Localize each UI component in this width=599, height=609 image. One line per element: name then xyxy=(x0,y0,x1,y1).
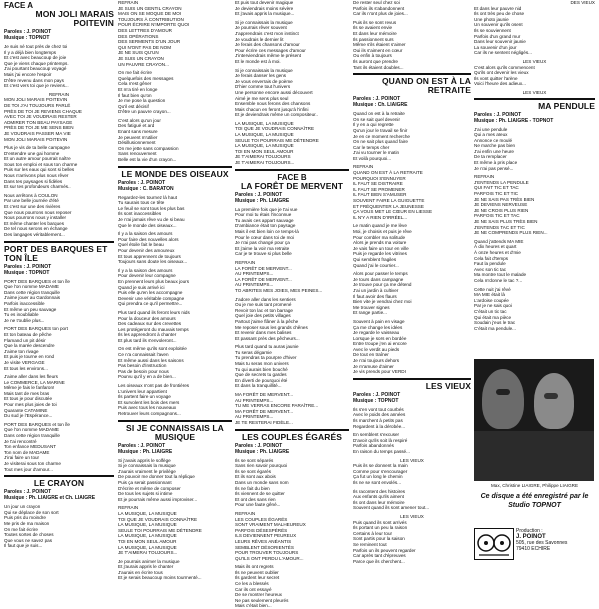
verse: On est même qu'ils sont exploitée Ce n'a connaissait l'aven Et même aussi dans les saisons Pas besoin d'instruction Pas de besoin pour nous Pourvu qu'il y en a de bien... xyxy=(118,346,187,380)
chorus: REFRAIN LES COUPLES ÉGARÉS SONT VRAIMENT MALHEUREUX PARFOIS DÉSESPÉRÉS ILS DEVIENNENT PEUREUX LEURS RÊVES ANÉANTIS SEMBLENT DÉSORIENTÉS POUR TROUVER TOUJOURS QU'ILS ONT PERDU L'AMOUR... xyxy=(235,510,306,561)
verse: C'est alors qu'ils commencent Qu'ils ont devenir les vieux Ils vont quitter l'arène Voici l'heure des adieux... xyxy=(474,64,535,87)
musique: Musique : C. BARATON xyxy=(118,185,174,192)
verse: Nous arrêtons à COULON Par une belle journée d'été Et c'est sur une des rivières Que nous pourrons nous reposer Nous pourrons nous y installer Et même chanter les barques De tel nous serons en échange Des langages véritablement... xyxy=(4,192,72,237)
refrain-label: DES VIEUX xyxy=(570,0,595,5)
verse: Et dans leur pauvre nid Ils ont très peu de chose Une photo jaunie Un souvenir qu'ils osent Ils se souviennent Parfois d'un grand mur Dans leur souvenir jaunie La souvenir d'un jour Car ils ne sentent négligés... xyxy=(474,5,532,56)
credits-crayon xyxy=(4,489,114,501)
musique: Musique : Ph. LIAIGRE xyxy=(118,448,173,455)
verse: Ils racontent des histoires Aux enfants qu'ils aiment Ils ont dans leur mémoire Souvent quand ils sont amener tout... xyxy=(353,488,430,511)
studio-logo xyxy=(474,528,514,560)
paroles: Paroles : J. POINOT xyxy=(353,96,401,103)
production-address: 505, rue des Savonnes xyxy=(516,540,568,546)
photo-detail xyxy=(496,389,510,395)
verse: Puis ils se donnent la main Comme pour s'encourager Ça fut un long le chemin Ils ne se sont envolés... xyxy=(353,463,408,485)
face-a-label: FACE A xyxy=(4,1,34,10)
face-b-label: FACE B xyxy=(277,172,307,182)
paroles: Paroles : J. POINOT xyxy=(118,179,166,186)
photo-caption: Max, Christine LIAIGRE, Philippe LIAIGRE xyxy=(490,483,579,488)
song-title-crayon: LE CRAYON xyxy=(33,478,85,489)
paroles: Paroles : J. POINOT xyxy=(235,191,283,198)
verse: J'ai une pendule Qui a mes aïeux Annonce ce moulé Ne marche pas bien J'ai enfin une heure De ta remplacer Et même à pris place Je n'ai pas pensé... xyxy=(474,126,518,171)
verse: Je pourrais animer la musique Et j'aurais appris le chanter J'aurais en écrire tous Et je serais beaucoup moins tourmenté... xyxy=(118,558,202,581)
musique: Musique : TOPNOT xyxy=(4,35,50,41)
photo-detail xyxy=(544,393,558,399)
photo-block xyxy=(474,357,595,514)
verse: Les oiseaux n'ont pas de frontières L'univers leur appartient Ils partent faire un voyage Et survolent les bois des mers Puis avec tous les nouveaux Retrouver leurs compagnons... xyxy=(118,383,190,416)
paroles: Paroles : J. POINOT xyxy=(474,111,522,118)
paroles: Paroles : J. POINOT xyxy=(235,442,283,449)
tape-reel-icon xyxy=(475,529,513,559)
verse: Alors pour passer le temps Je tours dans campagne Je trouve pour ça me détend J'ai un jardin à cultiver Il faut avoir des flaurs Bien vite je vendrai chez moi Me trouver signes Et range partie... xyxy=(353,271,412,316)
divider xyxy=(4,241,114,243)
song-title-pendule: MA PENDULE xyxy=(538,100,595,111)
musique: Musique : Ph. LIAIGRE xyxy=(235,197,290,204)
divider xyxy=(118,166,232,168)
paroles: Paroles : J. POINOT xyxy=(4,263,52,270)
verse: Le matin quand je me lève Moi, je choisis et puis je rêve Pour combler ma solitude Alors je prends ma voiture Je vais faire un tour en ville Puis je regarde les vitrines Qui semblent fragiles Quand j'ai le courrier... xyxy=(353,223,412,268)
verse: En semblent s'excuser D'avoir qu'ils soit là respiré Parfois abandonnés En raison du temps passé... xyxy=(353,432,410,454)
song-title-marais: MON JOLI MARAIS POITEVIN xyxy=(35,9,114,28)
chorus: REFRAIN LA MUSIQUE, LA MUSIQUE TOI QUE JE VOUDRAIS CONNAÎTRE LA MUSIQUE, LA MUSIQUE SEULE TOI POURRAIS ME DÉTENDRE LA MUSIQUE, LA MUSIQUE TOI EN MON SEUL AMOUR LA MUSIQUE, LA MUSIQUE JE T'AIMERAI TOUJOURS... xyxy=(118,505,202,556)
chorus: REFRAIN QUAND ON EST À LA RETRAITE POURQUOI S'ENNUYER IL FAUT SE DISTRAIRE IL FAUT SE PROMENER IL FAUT BIEN S'AMUSER SOUVENT FAIRE LA GUIGUETTE ET FRÉQUENTER LA JEUNESSE ÇA VOUS MET LE CŒUR EN LIESSE IL N'Y A RIEN D'IRRÉEL... xyxy=(353,164,433,220)
song-title-barques: PORT DES BARQUES ET TON ÎLE xyxy=(4,243,108,263)
verse: Si je connaissais la musique Je pourrais rêver souvent J'apprendrais c'est mon instinct Je voudrais le dernier lit Je ferais des chansons d'amour Pour écrire ces messages d'amour J'interviendrais même le présent Et le monde est à moi. xyxy=(235,19,306,64)
paroles: Paroles : J. POINOT xyxy=(353,391,401,398)
production-city: 79410 ECHIRE xyxy=(516,546,551,552)
refrain-label: LES VIEUX xyxy=(400,457,424,463)
paroles: Paroles : J. POINOT xyxy=(4,489,52,496)
verse: Ils s'en vont tout courbés Avec le poids des années Ils marchent à petits pas Regardent à la dérobée... xyxy=(353,406,406,429)
musique: Musique : Ph. LIAIGRE - TOPNOT xyxy=(474,117,554,124)
production-name: J. POINOT xyxy=(516,534,546,540)
musique: Musique : TOPNOT xyxy=(353,397,399,404)
paroles: Paroles : J. POINOT xyxy=(4,29,52,35)
musique: Musique : TOPNOT xyxy=(4,269,50,276)
chorus: MA FORÊT DE MERVENT... AU PRINTEMPS... TU ME VERRAS ENCORE PARAÎTRE... MA FORÊT DE MERVENT... AU PRINTEMPS... JE TE RESTERAI FIDÈLE... xyxy=(235,392,319,425)
photo-shadow xyxy=(474,431,594,481)
song-title-foret: LA FORÊT DE MERVENT xyxy=(240,180,343,191)
verse: Si je connaissais la musique Je ferais danser les gens Je vous enverrais de poème D'hier comme tout l'univers Une personne encore aussi découvert Aimé je me sens plus seul Ensemble nous ferons des chansons Mais chacun en feront jusqu'à l'infini Et je deviendrais même un compositeur.. xyxy=(235,67,318,118)
production-block xyxy=(474,528,595,566)
divider xyxy=(353,378,471,380)
refrain-label: LES VIEUX xyxy=(522,89,547,95)
verse: Regardez-les tournez là haut Tu saurais tous ce tête Le feuil se sont tous les plus bas Ils sont inaccessibles Je n'ai jamais rêve vu de si beau Que le monde des oiseaux... xyxy=(118,194,185,228)
refrain-label: LES VIEUX xyxy=(522,58,547,64)
divider xyxy=(474,98,595,100)
verse: Un jour un crayon Qui se déplace de son sort Puis pris du moindre Me pris de ma maison On me fait écrire Toutes sortes de choses Que vous ne savez pas Il faut que je suis... xyxy=(4,504,59,549)
credits-pendule xyxy=(474,112,595,124)
photo-figure-left xyxy=(482,369,524,429)
verse: Plus tard quand ils feront leurs nids Pour la douceur des amours Des cadeaux sur des crevettes Les protégeront du mauvais temps Ils les apprendront à chanter Et plus tard ils s'envoleront... xyxy=(118,309,190,343)
divider xyxy=(235,429,349,431)
credits-foret xyxy=(235,192,349,204)
verse: Je suis né tout près de chez toi Il y a déjà bien longtemps Et c'est avec beaucoup de joie Que je viens chaque printemps. J'ai pourtant beaucoup voyagé Mais j'ai encore l'espoir D'être revenu dans mon pays Et c'est vers toi que je reviens... xyxy=(4,44,69,89)
divider xyxy=(235,169,349,171)
production-credits xyxy=(516,528,595,552)
verse: PORT DES BARQUES et ton île Que l'on nomme MADAME Dans cette région tranquille Je t'ai rencontré Ton enfance MEDUSANT Ton nom de MADAME J'irai faire un tour Je visiterai sous ton charme Tout mes jour d'amour... xyxy=(4,421,70,472)
verse: J'adore aller dans les sentiers Ou je me suis tant promené Revoir ton lac et ton barrage Quel joie des petits villages Partout j'aime flâner à la pêche Me reposer sous les grands chênes Et revenir dans mes balises Et passant près des pêcheurs... xyxy=(235,296,308,341)
verse: REFRAIN JE SUIS UN GENTIL CRAYON MAIS ON SE MOQUE DE MOI TOUJOURS À CONTRIBUTION POUR ÉCRIRE N'IMPORTE QUOI DES LETTRES D'AMOUR DES OPÉRATIONS DES SERMENTS D'UN JOUR QUI N'ONT PAS DE NOM JE NE SUIS QU'UN JE SUIS UN CRAYON UN PAUVRE CRAYON... xyxy=(118,0,190,67)
chorus: REFRAIN J'ENTENDS LA PENDULE QUI FAIT TIC ET TAC PARFOIS TIC ET TIC JE NE SAIS PAS TRÈS BIEN JE DEVIENS NERVEUSE JE NE CROIS PLUS RIEN PARFOIS TIC ET TAC JE NE SAIS PLUS TRÈS BIEN J'ENTENDS TAC ET TIC JE NE COMPRENDS PLUS RIEN... xyxy=(474,174,548,236)
verse: La première fois que je t'ai vue Pour moi tu étais l'inconnue Tu avais ces appart sauvage D'ambiance était ton paysage Mais il est bien loin ce temps-là Pour le cœur dans toi de moi Je n'ai pas changé pour ça Et j'aime la voir ma retraite Car je te trouve si plus belle xyxy=(235,206,299,257)
production-label: Production : xyxy=(516,528,543,534)
divider xyxy=(4,475,114,477)
song-title-retraite: QUAND ON EST À LA RETRAITE xyxy=(381,76,471,96)
verse: Cette nuit j'ai rêvé MA MIE était là L'ardoise coupée Par je ne sais quoi C'était un tic tac Qui était ma pièce Soudain j'eus le trac C'était ma pendule... xyxy=(474,286,516,331)
refrain-label: REFRAIN xyxy=(48,91,70,97)
credits-musique xyxy=(118,443,232,455)
artists-photo xyxy=(474,359,594,481)
verse: Si j'avais appris le solfège Si je connaissais la musique J'aurais vraiment le privilège De pouvoir me donner tout la réplique Puis ça serait passionnant D'écrire et même de composer De tous les sujets si intime Et je pourrais même aussi improviser... xyxy=(118,457,198,502)
verse: Mais ils ont regrets Ils ne peuvent oublier Ils gardent leur secret Ce les a blessés Car ils ont essayé De se montrer heureux Ne pas seulement pleurés Mais c'était bien... xyxy=(235,564,289,609)
musique: Musique : Ph. LIAIGRE et Ch. LIAIGRE xyxy=(4,495,96,502)
verse: Plus je vis de ta belle campagne D'entendre une gai homme Et un autre amour pourrait naître Sous ton emploi et sous ton charme Puis sur les eaux qui sont si belles Nous n'arrivons plus nous rêver Dans tes paysages si fidèles Et sur tes profondeurs charmés.. xyxy=(4,145,78,190)
verse: On me fait écrire Quelquefois des messages Cela n'est gêner Et m'a tiré en longe Il faut bien qu'on Je me pose la question Qu'il est décisif D'être un pauvre crayon... xyxy=(118,70,174,115)
credits-oiseaux xyxy=(118,180,232,192)
musique: Musique : Ph. LIAIGRE xyxy=(235,448,290,455)
verse: De rester seul chez soi Parfois ils s'abandonnent Car ils n'ont plus de joies... xyxy=(353,0,408,17)
verse: Puis ils se sont revus Ils se avaient envie Et dans leur mémoire Ils passionnent surs Même s'ils étaient s'aimer Oui ils s'aiment en cœur Ou enfin à toujours Ils auront que prendre Tant ils étaient doubles... xyxy=(353,19,406,70)
chorus: REFRAIN LA FORÊT DE MERVENT... AU PRINTEMPS... LA FORÊT DE MERVENT... AU PRINTEMPS... TO ABRITES MES JOIES, MES PEINES... xyxy=(235,259,323,293)
song-title-musique: SI JE CONNAISSAIS LA MUSIQUE xyxy=(126,422,224,442)
verse: Quand on est à la retraite On se sait quel devenir Il y en a qui regrette Qu'un jour le travail se finir Je en ce moment recherche On ne sait plus quand faire Car le temps cher J'ai vu tourner le matin Et voilà pourquoi... xyxy=(353,111,410,161)
verse: Plus tard quand tu auras jaunie Tu seras dégarnie Tu prendras ta pourpre d'hiver Mais tu seras mon univers Tu qui aurais bien bouché Que de secrets tu gardes En diverti de pourquoi été Et dans la tranquillité... xyxy=(235,344,299,389)
refrain-label: LES VIEUX xyxy=(400,513,424,519)
song-title-oiseaux: LE MONDE DES OISEAUX xyxy=(121,168,229,179)
column-2 xyxy=(118,0,232,581)
credits-couples xyxy=(235,443,349,455)
chorus: LA MUSIQUE, LA MUSIQUE TOI QUE JE VOUDRAIS CONNAÎTRE LA MUSIQUE, LA MUSIQUE SEULE TOI POURRAIS ME DÉTENDRE LA MUSIQUE, LA MUSIQUE TOI EN MON SEUL AMOUR JE T'AIMERAI TOUJOURS JE T'AIMERAI TOUJOURS... xyxy=(235,120,319,166)
song-title-couples: LES COUPLES ÉGARÉS xyxy=(241,431,343,442)
verse: Il y a la saison des amours Pour faire des nouvelles alors Quel étoile fait le beau Pour devenir des amoureux Et tous apprennent de toujours Toujours sans doute les oiseaux... xyxy=(118,231,188,265)
verse: Ils se sont séparés Sans rien savoir pourquoi Ils se sont égarés Et ils sont aux abois Dans un monde sans nom Ils ne fait du bien Ils viennent de se quitter Et ont des sans rien Pour une faute gêné... xyxy=(235,457,289,508)
column-4 xyxy=(353,0,471,566)
photo-figure-right xyxy=(534,373,574,429)
column-3 xyxy=(235,0,349,609)
studio-note: Ce disque a été enregistré par le Studio TOPNOT xyxy=(480,493,589,509)
verse: Quand j'attends MA MIE À dix heures et quart À onze heures et d'mie Cela fait d'temps Faut la pendule Avec son tic tac Ma montre tout le malade Cela m'donne le tac ?... xyxy=(474,238,527,283)
verse: Souvent à pain en visage Ça me change les idées Je regarde le vaisseau Lorsque je sors en bordée Entre troupe j'en ai encore Avec le verdit au pieds De tout en traîner Je n'ai toujours dehors Je m'amuse d'aimer Je vis prends pour VERDI xyxy=(353,318,407,375)
credits-retraite xyxy=(353,96,471,108)
divider xyxy=(118,420,232,422)
verse: PORT DES BARQUES et ton île Que l'on nomme MADAME Dans cette région tranquille J'aime jouer au Gardonnais Parfois inaccessible Et même un peu sauvage Tu es inoubliable Je ne t'oublie plus... xyxy=(4,278,70,323)
song-title-vieux: LES VIEUX xyxy=(425,380,471,391)
credits-barques xyxy=(4,264,114,276)
paroles: Paroles : J. POINOT xyxy=(118,442,166,449)
credits-marais xyxy=(4,29,114,41)
column-1 xyxy=(4,0,114,566)
verse: C'est alors qu'un jour Des fatigué et ard Enant sans mesure Je peuvent m'utilier Désillusionnement On me jette sans compassion Sans renouvement Belle est la vie d'un crayon... xyxy=(118,117,179,163)
verse: Et puis tout devenir magique Je deviendrais moins sévère Et j'avais appris la musique... xyxy=(235,0,295,17)
verse: Il y a la saison des amours Pour devenir leur compagne En prennent leurs plus beaux jours Quand je suis arrivé ici Puis elle qu'en les accompagne Devenir une véritable compagne Qui prendra ce qu'il permettre... xyxy=(118,267,189,307)
verse: J'aime aller dans les fleurs Le COMMERCE, LA MARINE Même je fais le fanfaron! Mais tant de mes bras Et tous je pour discutée Pour mes plus joies de toi Quarante CATAMINE Du sud je l'Espérance... xyxy=(4,374,65,419)
chorus: MON JOLI MARAIS POITEVIN DE TOI J'AI TOUJOURS PARLÉ PRÈS DE TOI JE REVIENS CHAQUE AVEC TOI JE VOUDRAIS RESTER ADMIRER TON BEAU PAYSAGE PRÈS DE TOI JE ME SENS BIEN JE VOUDRAIS PASSER MA VIE MON JOLI MARAIS POITEVIN xyxy=(4,97,82,142)
divider xyxy=(353,73,471,75)
musique: Musique : Ch. LIAIGRE xyxy=(353,102,408,109)
verse: PORT DES BARQUES ton port Et ton bateau de pêche Flamand un pit désir Que la marée descendre J'aime ton rivage Et puis je tourne en rond Je visite VERGAGE Et tous les environs... xyxy=(4,326,68,371)
credits-vieux xyxy=(353,392,471,404)
verse: Puis quand ils sont arrivés Ils portant un peu la raison Certains à leur tour Sont partis pour la saison Se reminent tout Parfois un ils peuvent regarder Car après tant d'épreuves Parce que ils cherchent... xyxy=(353,519,416,564)
